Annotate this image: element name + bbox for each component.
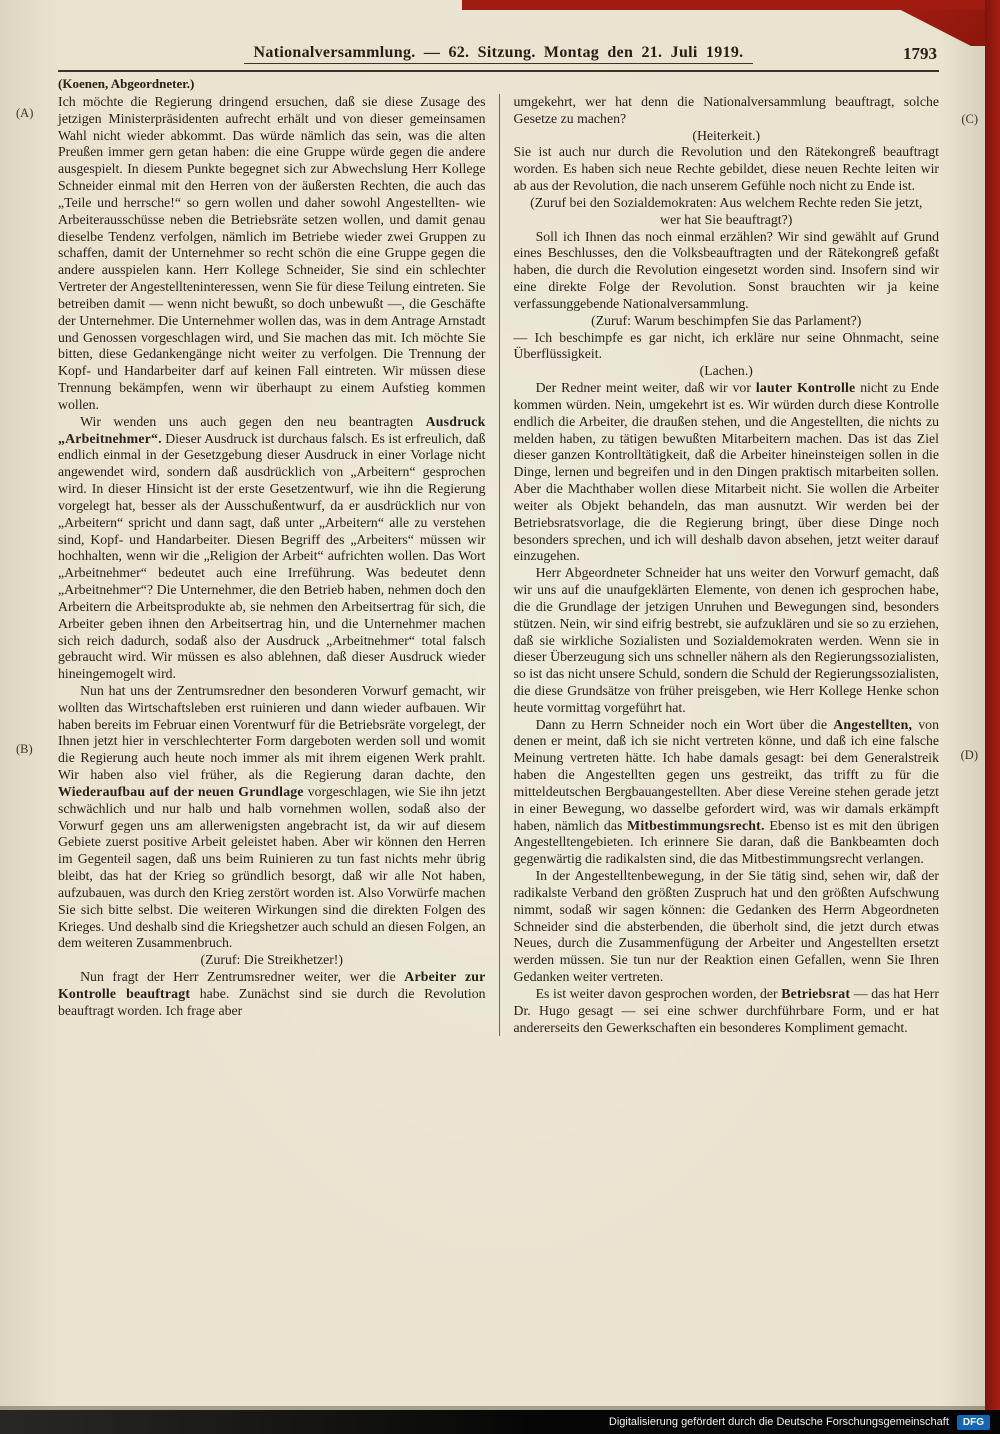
paragraph: Nun fragt der Herr Zentrumsredner weiter, wer die Arbeiter zur Kontrolle beauftragt habe. Zunächst sind sie durch die Revolution beauftragt worden. Ich frage aber [58, 969, 486, 1018]
paragraph: — Ich beschimpfe es gar nicht, ich erkläre nur seine Ohnmacht, seine Überflüssigkeit. [513, 329, 939, 362]
page-header [58, 44, 939, 72]
running-title: Nationalversammlung. — 62. Sitzung. Montag den 21. Juli 1919. [244, 44, 754, 64]
paragraph: Nun hat uns der Zentrumsredner den besonderen Vorwurf gemacht, wir wollten das Wirtschaftsleben erst ruinieren und dann wieder aufbauen. Wir haben bereits im Februar einen Vorentwurf für die Betriebsräte vorgelegt, der Ihnen jetzt hier in verschlechterter Form dargeboten werden soll und womit die Regierung auch heute noch immer als mit ihrem eigenen Werk prahlt. Wir haben also viel früher, als die Regierung daran dachte, den Wiederaufbau auf der neuen Grundlage vorgeschlagen, wie Sie ihn jetzt schwächlich und nur halb und halb vornehmen wollen, sodaß also der Vorwurf gegen uns am allerwenigsten angebracht ist, da wir auf diesem Gebiete zuerst positive Arbeit geleistet haben. Aber wir können den Herren im Gegenteil sagen, daß uns beim Ruinieren zu tun fast nichts mehr übrig bleibt, das hat der Krieg so gründlich besorgt, daß wir alle Not haben, aufzubauen, was durch den Krieg zerstört worden ist. Also Vorwürfe machen Sie sich bitte selbst. Die weiteren Wirkungen sind die direkten Folgen des Krieges. Und deshalb sind die Kriegshetzer auch schuld an diesen Folgen, an dem weiteren Zusammenbruch. [58, 682, 486, 951]
book-edge-top [462, 0, 1000, 10]
paragraph: Soll ich Ihnen das noch einmal erzählen? Wir sind gewählt auf Grund eines Beschlusses, den die Volksbeauftragten und der Rätekongreß gefaßt haben, die durch die Revolution eingesetzt worden sind. Insofern sind wir eine direkte Folge der Revolution. Sonst brauchten wir ja keine verfassunggebende Nationalversammlung. [513, 228, 939, 311]
column-marker-d: (D) [960, 748, 978, 762]
paragraph: Ich möchte die Regierung dringend ersuchen, daß sie diese Zusage des jetzigen Ministerpräsidenten aufrecht erhält und von dieser gemeinsamen Wahl nicht wieder abkommt. Das würde nämlich das sein, was die alten Preußen immer gern getan haben: die eine Gruppe würde gegen die andere ausgespielt. In diesem Punkte begegnet sich zur Abwechslung Herr Kollege Schneider einmal mit den Herren von der äußersten Rechten, die auch das „Teile und herrsche!“ so gern wollen und daher sowohl Angestellten- wie Arbeiterausschüsse neben die Betriebsräte setzen wollen, und damit genau dieselbe Tendenz verfolgen, nämlich im Betriebe wieder zwei Gruppen zu schaffen, damit der Unternehmer so recht schön die eine Gruppe gegen die andere ausspielen kann. Herr Kollege Schneider, Sie sind ein schlechter Vertreter der Angestellteninteressen, wenn Sie für diese Teilung eintreten. Sie betreiben damit — wenn nicht bewußt, so doch unbewußt —, die Geschäfte der Unternehmer. Die Unternehmer wollen das, was in dem Antrage Arnstadt und Genossen vorgeschlagen wird, und Sie machen das mit. Ich möchte Sie bitten, diese Gedankengänge nicht weiter zu verfolgen. Die Trennung der Kopf- und Handarbeiter darf auf keinen Fall eintreten. Wir müssen diese Trennung bekämpfen, wenn wir überhaupt zu einem Aufstieg kommen wollen. [58, 94, 486, 412]
digitization-credit: Digitalisierung gefördert durch die Deutsche Forschungsgemeinschaft [608, 1416, 949, 1428]
column-marker-c: (C) [961, 112, 978, 126]
paragraph: In der Angestelltenbewegung, in der Sie tätig sind, sehen wir, daß der radikalste Verband den größten Zuspruch hat und den größten Aufschwung nimmt, sodaß wir sagen können: die Gedanken des Herrn Abgeordneten Schneider sind die absterbenden, die überholt sind, die jetzt durch etwas Neues, durch die Zusammenfügung der Arbeiter und Angestellten ersetzt werden müssen. Sie tun nur der Reaktion einen Gefallen, wenn Sie Ihren Gedanken weiter vertreten. [513, 868, 939, 985]
paragraph: umgekehrt, wer hat denn die Nationalversammlung beauftragt, solche Gesetze zu machen? [513, 94, 939, 126]
paragraph: Es ist weiter davon gesprochen worden, der Betriebsrat — das hat Herr Dr. Hugo gesagt — sei eine schwer durchführbare Form, und er hat andererseits den Gewerkschaften ein besonderes Kompliment gemacht. [513, 985, 939, 1035]
left-column [58, 94, 499, 1036]
interjection: (Zuruf bei den Sozialdemokraten: Aus welchem Rechte reden Sie jetzt, wer hat Sie beauftragt?) [530, 194, 923, 227]
dfg-logo: DFG [957, 1415, 990, 1430]
interjection: (Zuruf: Die Streikhetzer!) [200, 952, 343, 968]
paragraph: Der Redner meint weiter, daß wir vor lauter Kontrolle nicht zu Ende kommen würden. Nein, umgekehrt ist es. Wir würden durch diese Kontrolle endlich die Arbeiter, die draußen stehen, und die Angestellten, die nichts zu melden haben, zu tätigen bewußten Mitarbeitern machen. Das ist das Ziel dieser ganzen Kontrolltätigkeit, daß die Arbeiter hineinsteigen sollen in die Dinge, lernen und begreifen und in den Dingen praktisch mitarbeiten sollen. Aber die Machthaber wollen diese Mitarbeit nicht. Sie wollen die Arbeiter weiter als Objekt behandeln, das man ausnutzt. Wir werden bei der Betriebsratsvorlage, die die Regierung bringt, über diese Dinge noch besonders sprechen, und ich will deshalb davon absehen, jetzt weiter darauf einzugehen. [513, 380, 939, 564]
digitization-footer [0, 1410, 1000, 1434]
interjection: (Heiterkeit.) [692, 127, 761, 143]
column-marker-b: (B) [16, 742, 33, 756]
interjection: (Zuruf: Warum beschimpfen Sie das Parlament?) [591, 312, 862, 328]
paragraph: Herr Abgeordneter Schneider hat uns weiter den Vorwurf gemacht, daß wir uns auf die unaufgeklärten Elemente, von denen ich gesprochen habe, die die Grundlage der jetzigen Unruhen und Bewegungen sind, besonders stützen. Nein, wir sind eifrig bestrebt, sie aufzuklären und sie so zu erziehen, daß sie wirkliche Sozialisten und Sozialdemokraten werden. Wenn sie in dieser Überzeugung sich uns schneller nähern als den Regierungssozialisten, so ist das nicht unsere Schuld, sondern die Schuld der Regierungssozialisten, die diese Grundsätze von früher preisgeben, wie Herr Kollege Henke schon heute vormittag vorgeführt hat. [513, 565, 939, 715]
speaker-continuation-note: (Koenen, Abgeordneter.) [58, 76, 195, 91]
book-edge-right [985, 0, 1000, 1434]
page-number: 1793 [903, 44, 937, 63]
paragraph: Wir wenden uns auch gegen den neu beantragten Ausdruck „Arbeitnehmer“. Dieser Ausdruck ist durchaus falsch. Es ist erfreulich, daß endlich einmal in der Gesetzgebung dieser Ausdruck in einer Vorlage nicht angewendet wird, sondern daß ausdrücklich von „Arbeitern“ gesprochen wird. In dieser Hinsicht ist der erste Gesetzentwurf, wie ihn die Regierung vorgelegt hat, besser als der Ausschußentwurf, da er ausdrücklich nur von „Arbeitern“ spricht und dann sagt, daß unter „Arbeitern“ alle zu verstehen sind, Kopf- und Handarbeiter. Diesen Begriff des „Arbeiters“ müssen wir hochhalten, wenn wir die „Religion der Arbeit“ aufrichten wollen. Das Wort „Arbeitnehmer“ bedeutet auch eine Irreführung. Was bedeutet denn „Arbeitnehmer“? Die Unternehmer, die den Betrieb haben, nehmen doch den Arbeitern die Arbeitsprodukte ab, sie nehmen den Arbeitsertrag für sich, die Arbeiter geben ihnen den Arbeitsertrag hin, und die Unternehmer machen sich reich dadurch, sodaß also der Ausdruck „Arbeitnehmer“ total falsch gebraucht wird. Wir müssen es also ablehnen, daß dieser Ausdruck wieder hineingemogelt wird. [58, 413, 486, 682]
paragraph: Dann zu Herrn Schneider noch ein Wort über die Angestellten, von denen er meint, daß ich sie nicht vertreten könne, und daß ich eine falsche Meinung vertreten hätte. Ich habe damals gesagt: bei dem Generalstreik haben die Angestellten gegen uns gestreikt, das trifft zu für die mitteldeutschen Bergbauangestellten. Aber diese Vereine stehen gerade jetzt in einer Bewegung, wo dasselbe gefordert wird, was wir damals erkämpft haben, nämlich das Mitbestimmungsrecht. Ebenso ist es mit den übrigen Angestelltengebieten. Ich erinnere Sie daran, daß die Bankbeamten doch gegenwärtig die radikalsten sind, die das Mitbestimmungsrecht verlangen. [513, 716, 939, 867]
paragraph: Sie ist auch nur durch die Revolution und den Rätekongreß beauftragt worden. Es haben sich neue Rechte gebildet, diese neuen Rechte leiten wir ab aus der Revolution, die nach unserem Gefühle noch nicht zu Ende ist. [513, 144, 939, 194]
text-columns [58, 94, 939, 1036]
interjection: (Lachen.) [699, 363, 753, 379]
column-marker-a: (A) [16, 106, 34, 120]
right-column [499, 94, 940, 1036]
